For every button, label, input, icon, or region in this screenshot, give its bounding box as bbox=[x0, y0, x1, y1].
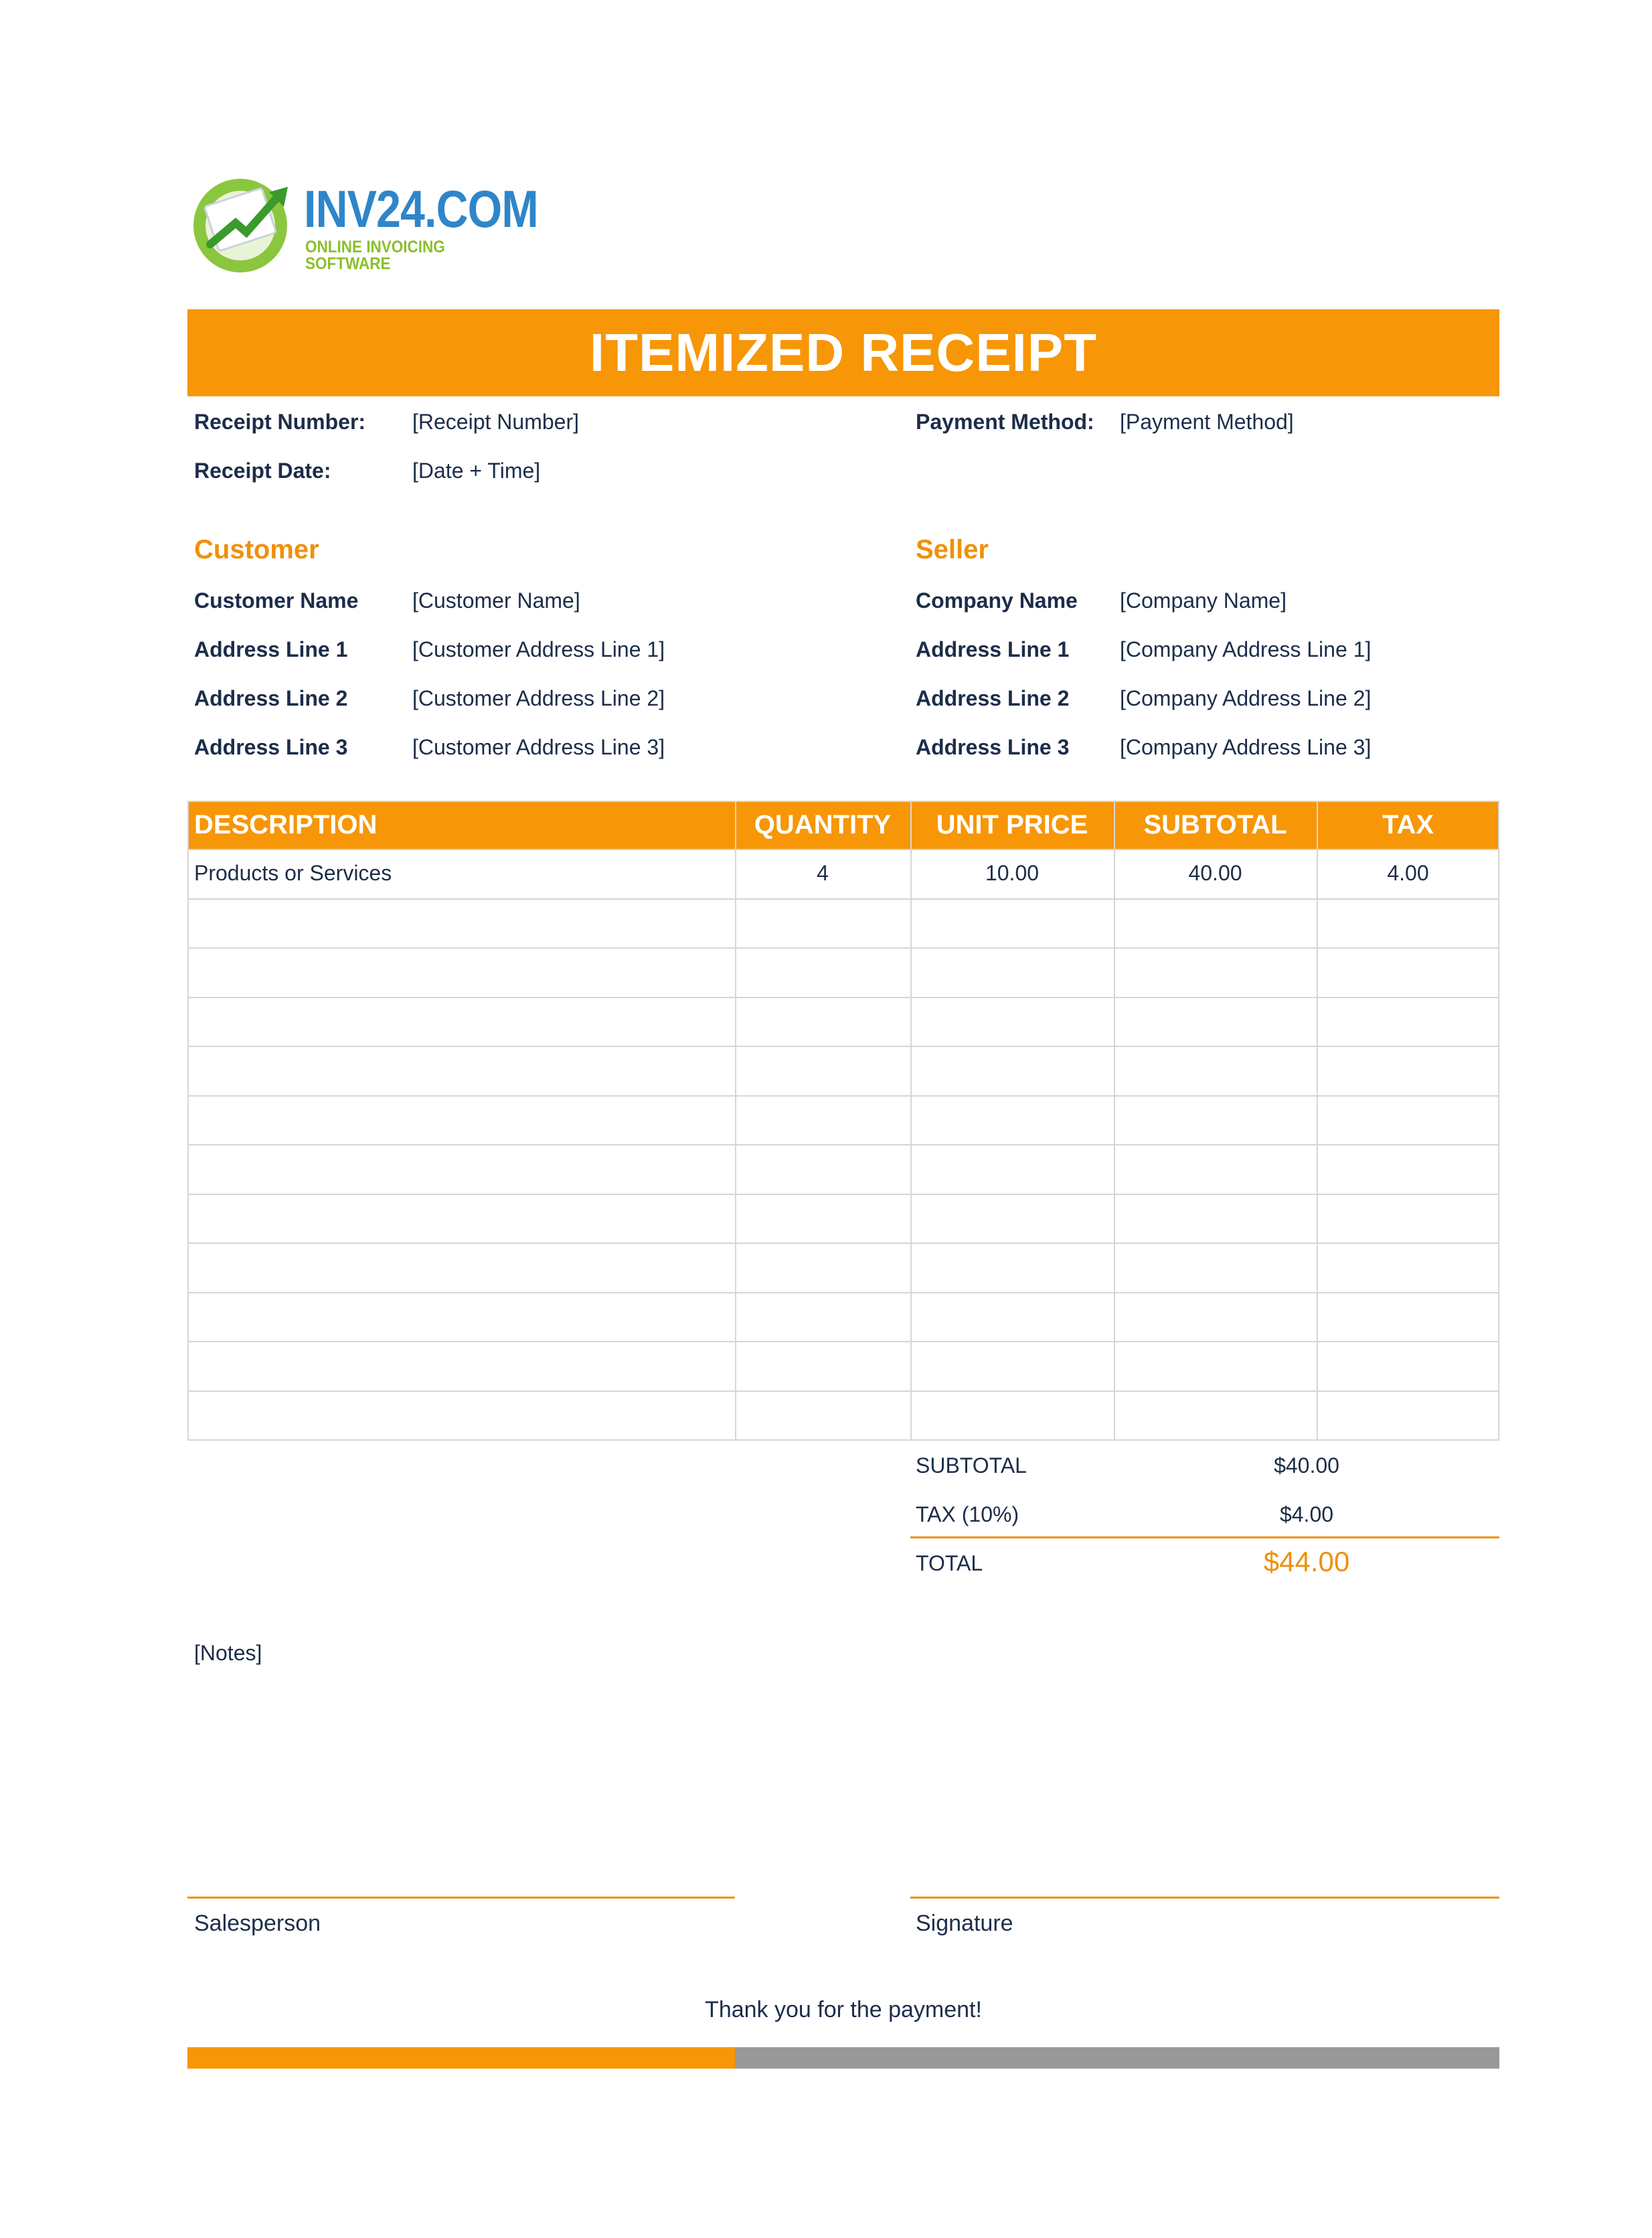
company-address2-value: [Company Address Line 2] bbox=[1120, 686, 1372, 710]
table-hline bbox=[187, 1439, 1499, 1441]
total-label: TOTAL bbox=[916, 1551, 983, 1575]
company-address1-label: Address Line 1 bbox=[916, 637, 1070, 661]
receipt-date-value: [Date + Time] bbox=[412, 459, 541, 483]
table-hline bbox=[187, 801, 1499, 802]
header-subtotal: SUBTOTAL bbox=[1143, 810, 1287, 840]
signature-label: Signature bbox=[916, 1911, 1013, 1936]
table-hline bbox=[187, 1194, 1499, 1195]
table-row bbox=[187, 849, 1499, 898]
company-logo bbox=[190, 171, 538, 274]
cell-tax: 4.00 bbox=[1387, 861, 1429, 885]
cell-subtotal: 40.00 bbox=[1188, 861, 1242, 885]
table-vline bbox=[1114, 801, 1115, 1439]
cell-quantity: 4 bbox=[817, 861, 829, 885]
cell-description: Products or Services bbox=[194, 861, 392, 885]
total-value: $44.00 bbox=[1263, 1546, 1350, 1577]
payment-method-value: [Payment Method] bbox=[1120, 410, 1294, 434]
table-vline bbox=[1317, 801, 1318, 1439]
customer-name-label: Customer Name bbox=[194, 588, 359, 613]
subtotal-value: $40.00 bbox=[1274, 1453, 1339, 1477]
customer-heading: Customer bbox=[194, 535, 319, 564]
salesperson-label: Salesperson bbox=[194, 1911, 321, 1936]
table-hline bbox=[187, 1390, 1499, 1392]
subtotal-label: SUBTOTAL bbox=[916, 1453, 1027, 1477]
table-hline bbox=[187, 1243, 1499, 1244]
customer-address1-value: [Customer Address Line 1] bbox=[412, 637, 665, 661]
footer-bar-orange bbox=[187, 2047, 735, 2069]
customer-name-value: [Customer Name] bbox=[412, 588, 580, 613]
header-unit-price: UNIT PRICE bbox=[936, 810, 1088, 840]
receipt-number-value: [Receipt Number] bbox=[412, 410, 579, 434]
page-title: ITEMIZED RECEIPT bbox=[589, 323, 1098, 382]
tax-label: TAX (10%) bbox=[916, 1502, 1019, 1526]
cell-unit-price: 10.00 bbox=[985, 861, 1040, 885]
company-address2-label: Address Line 2 bbox=[916, 686, 1070, 710]
items-table bbox=[187, 801, 1499, 1439]
table-hline bbox=[187, 898, 1499, 900]
table-vline bbox=[735, 801, 736, 1439]
table-hline bbox=[187, 1292, 1499, 1293]
customer-address2-label: Address Line 2 bbox=[194, 686, 348, 710]
table-hline bbox=[187, 1341, 1499, 1342]
table-vline bbox=[187, 801, 189, 1439]
table-hline bbox=[187, 1095, 1499, 1097]
header-description: DESCRIPTION bbox=[194, 810, 378, 840]
payment-method-label: Payment Method: bbox=[916, 410, 1094, 434]
title-bar bbox=[187, 309, 1499, 396]
company-address1-value: [Company Address Line 1] bbox=[1120, 637, 1372, 661]
table-vline bbox=[1498, 801, 1499, 1439]
table-vline bbox=[910, 801, 912, 1439]
customer-address3-value: [Customer Address Line 3] bbox=[412, 735, 665, 759]
total-divider bbox=[910, 1536, 1499, 1538]
salesperson-line bbox=[187, 1897, 735, 1899]
customer-address3-label: Address Line 3 bbox=[194, 735, 348, 759]
thank-you-message: Thank you for the payment! bbox=[705, 1997, 982, 2022]
table-header bbox=[187, 801, 1499, 849]
logo-title: INV24.COM bbox=[304, 179, 538, 238]
table-hline bbox=[187, 1144, 1499, 1145]
seller-heading: Seller bbox=[916, 535, 989, 564]
signature-line bbox=[910, 1897, 1499, 1899]
table-hline bbox=[187, 1046, 1499, 1047]
company-address3-label: Address Line 3 bbox=[916, 735, 1070, 759]
receipt-date-label: Receipt Date: bbox=[194, 459, 331, 483]
table-hline bbox=[187, 997, 1499, 998]
customer-address2-value: [Customer Address Line 2] bbox=[412, 686, 665, 710]
notes: [Notes] bbox=[194, 1641, 262, 1665]
receipt-number-label: Receipt Number: bbox=[194, 410, 366, 434]
company-name-label: Company Name bbox=[916, 588, 1078, 613]
header-tax: TAX bbox=[1382, 810, 1434, 840]
footer-bar-grey bbox=[735, 2047, 1499, 2069]
table-hline bbox=[187, 947, 1499, 949]
header-quantity: QUANTITY bbox=[754, 810, 892, 840]
table-hline bbox=[187, 849, 1499, 850]
logo-chart-icon bbox=[190, 171, 297, 274]
company-address3-value: [Company Address Line 3] bbox=[1120, 735, 1372, 759]
tax-value: $4.00 bbox=[1279, 1502, 1334, 1526]
customer-address1-label: Address Line 1 bbox=[194, 637, 348, 661]
logo-tagline: ONLINE INVOICING SOFTWARE bbox=[305, 238, 445, 273]
company-name-value: [Company Name] bbox=[1120, 588, 1287, 613]
